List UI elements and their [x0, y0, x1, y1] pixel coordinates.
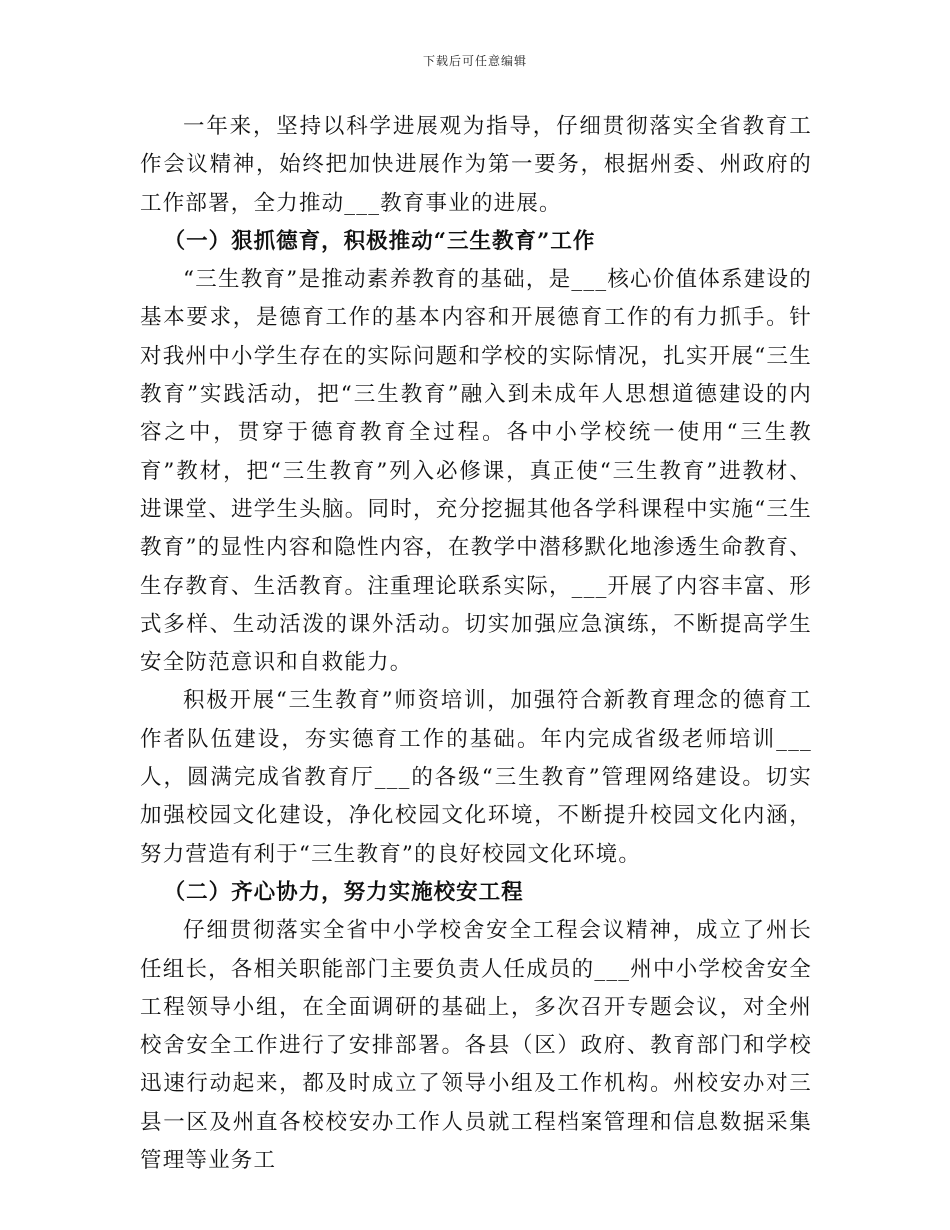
page-header: 下载后可任意编辑 [422, 54, 527, 68]
paragraph-intro: 一年来，坚持以科学进展观为指导，仔细贯彻落实全省教育工作会议精神，始终把加快进展作为第一要务，根据州委、州政府的工作部署，全力推动___教育事业的进展。 [140, 114, 812, 216]
paragraph-moral-education: “三生教育”是推动素养教育的基础，是___核心价值体系建设的基本要求，是德育工作的基本内容和开展德育工作的有力抓手。针对我州中小学生存在的实际问题和学校的实际情况，扎实开展“三生教育”实践活动，把“三生教育”融入到未成年人思想道德建设的内容之中，贯穿于德育教育全过程。各中小学校统一使用“三生教育”教材，把“三生教育”列入必修课，真正使“三生教育”进教材、进课堂、进学生头脑。同时，充分挖掘其他各学科课程中实施“三生教育”的显性内容和隐性内容，在教学中潜移默化地渗透生命教育、生存教育、生活教育。注重理论联系实际，___开展了内容丰富、形式多样、生动活泼的课外活动。切实加强应急演练，不断提高学生安全防范意识和自救能力。 [140, 267, 812, 676]
paragraph-teacher-training: 积极开展“三生教育”师资培训，加强符合新教育理念的德育工作者队伍建设，夯实德育工作的基础。年内完成省级老师培训___人，圆满完成省教育厅___的各级“三生教育”管理网络建设。切实加强校园文化建设，净化校园文化环境，不断提升校园文化内涵，努力营造有利于“三生教育”的良好校园文化环境。 [140, 688, 812, 867]
paragraph-school-safety: 仔细贯彻落实全省中小学校舍安全工程会议精神，成立了州长任组长，各相关职能部门主要负责人任成员的___州中小学校舍安全工程领导小组，在全面调研的基础上，多次召开专题会议，对全州校舍安全工作进行了安排部署。各县（区）政府、教育部门和学校迅速行动起来，都及时成立了领导小组及工作机构。州校安办对三县一区及州直各校校安办工作人员就工程档案管理和信息数据采集管理等业务工 [140, 918, 812, 1174]
section-heading-1: （一）狠抓德育，积极推动“三生教育”工作 [163, 228, 596, 254]
document-body [140, 108, 812, 1180]
section-heading-2: （二）齐心协力，努力实施校安工程 [163, 879, 524, 905]
